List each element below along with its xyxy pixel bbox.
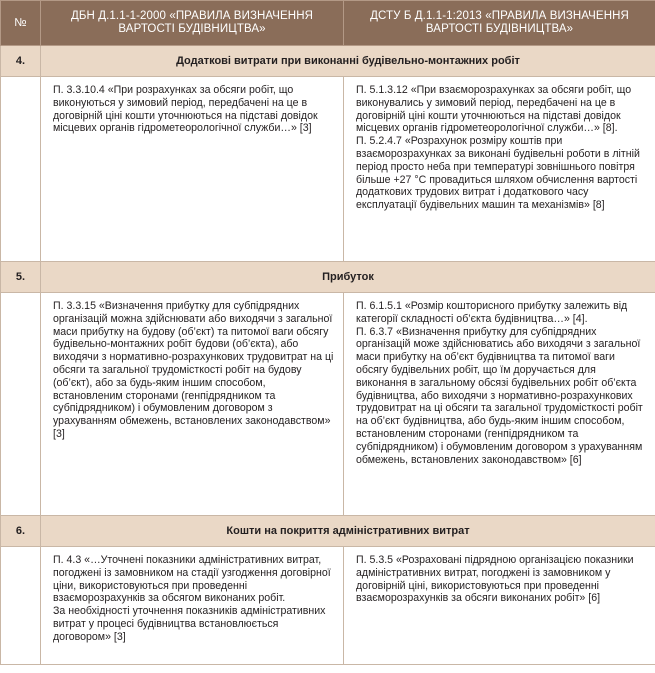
new-text-cell xyxy=(344,547,655,665)
section-title: Прибуток xyxy=(41,262,655,293)
paragraph: П. 5.2.4.7 «Розрахунок розміру коштів при взаєморозрахунках за виконані будівельні роботи в літній період просто неба при температурі зовнішнього повітря більше +27 °С провадиться шляхом обчислення вартості додаткових трудових витрат і додаткового часу експлуатації будівельних машин та механізмів» [8] xyxy=(356,135,640,212)
paragraph: П. 6.3.7 «Визначення прибутку для субпідрядних організацій може здійснюватись або виходячи з загальної маси прибутку на об’єкт будівництва та питомої ваги обсягу будівельних робіт, що їм доручається для виконання в загальному обсязі будівельних робіт об’єкта будівництва, або виходячи з нормативно-розрахункових трудовитрат на ці обсяги та загальної трудомісткості робіт на об’єкт будівництва, або будь-яким іншим способом, встановленим сторонами (генпідрядником та субпідрядником) і обумовленим договором з урахуванням обмежень, встановлених законодавством» [6] xyxy=(356,325,643,466)
paragraph: П. 3.3.15 «Визначення прибутку для субпідрядних організацій можна здійснювати або виходячи з загальної маси прибутку на будову (об’єкт) та питомої ваги обсягу будівельно-монтажних робіт будови (об’єкта), або виходячи з нормативно-розрахункових трудовитрат на ці обсяги та загальної трудомісткості робіт на будову (об’єкт), або за будь-яким іншим способом, встановленим сторонами (генпідрядником та субпідрядником) і обумовленим договором з урахуванням обмежень, встановлених законодавством» [3] xyxy=(53,300,334,440)
section-row-6 xyxy=(1,516,655,547)
paragraph: П. 3.3.10.4 «При розрахунках за обсяги робіт, що виконуються у зимовий період, передбачені на це в договірній ціні кошти уточнюються на підставі довідок місцевих органів гідрометеорологічної служби…» [3] xyxy=(53,84,318,135)
new-text-cell xyxy=(344,77,655,262)
content-row-4 xyxy=(1,77,655,262)
section-title: Додаткові витрати при виконанні будівельно-монтажних робіт xyxy=(41,46,655,77)
header-col-old: ДБН Д.1.1-1-2000 «ПРАВИЛА ВИЗНАЧЕННЯ ВАРТОСТІ БУДІВНИЦТВА» xyxy=(41,1,344,46)
paragraph: П. 5.3.5 «Розраховані підрядною організацією показники адміністративних витрат, погоджені із замовником у договірній ціні, використовуються при проведенні взаєморозрахунків за обсяги виконаних робіт» [6] xyxy=(356,554,634,605)
paragraph: За необхідності уточнення показників адміністративних витрат у процесі будівництва встановлюється договором» [3] xyxy=(53,605,326,643)
section-row-5 xyxy=(1,262,655,293)
header-col-new: ДСТУ Б Д.1.1-1:2013 «ПРАВИЛА ВИЗНАЧЕННЯ ВАРТОСТІ БУДІВНИЦТВА» xyxy=(344,1,655,46)
old-text-cell xyxy=(41,77,344,262)
paragraph: П. 6.1.5.1 «Розмір кошторисного прибутку залежить від категорії складності об’єкта будівництва…» [4]. xyxy=(356,300,628,325)
paragraph: П. 4.3 «…Уточнені показники адміністративних витрат, погоджені із замовником на стадії узгодження договірної ціни, використовуються при проведенні взаєморозрахунків за обсягом виконаних робіт. xyxy=(53,554,331,605)
section-number: 4. xyxy=(1,46,41,77)
section-row-4 xyxy=(1,46,655,77)
empty-num-cell xyxy=(1,547,41,665)
content-row-6 xyxy=(1,547,655,665)
table-header-row xyxy=(1,1,655,46)
content-row-5 xyxy=(1,293,655,516)
new-text-cell xyxy=(344,293,655,516)
old-text-cell xyxy=(41,293,344,516)
section-title: Кошти на покриття адміністративних витрат xyxy=(41,516,655,547)
old-text-cell xyxy=(41,547,344,665)
header-num: № xyxy=(1,1,41,46)
section-number: 6. xyxy=(1,516,41,547)
empty-num-cell xyxy=(1,77,41,262)
paragraph: П. 5.1.3.12 «При взаєморозрахунках за обсяги робіт, що виконувались у зимовий період, передбачені на це в договірній ціні кошти уточнюються на підставі довідок місцевих органів гідрометеорологічної служби…» [8]. xyxy=(356,84,632,135)
section-number: 5. xyxy=(1,262,41,293)
empty-num-cell xyxy=(1,293,41,516)
